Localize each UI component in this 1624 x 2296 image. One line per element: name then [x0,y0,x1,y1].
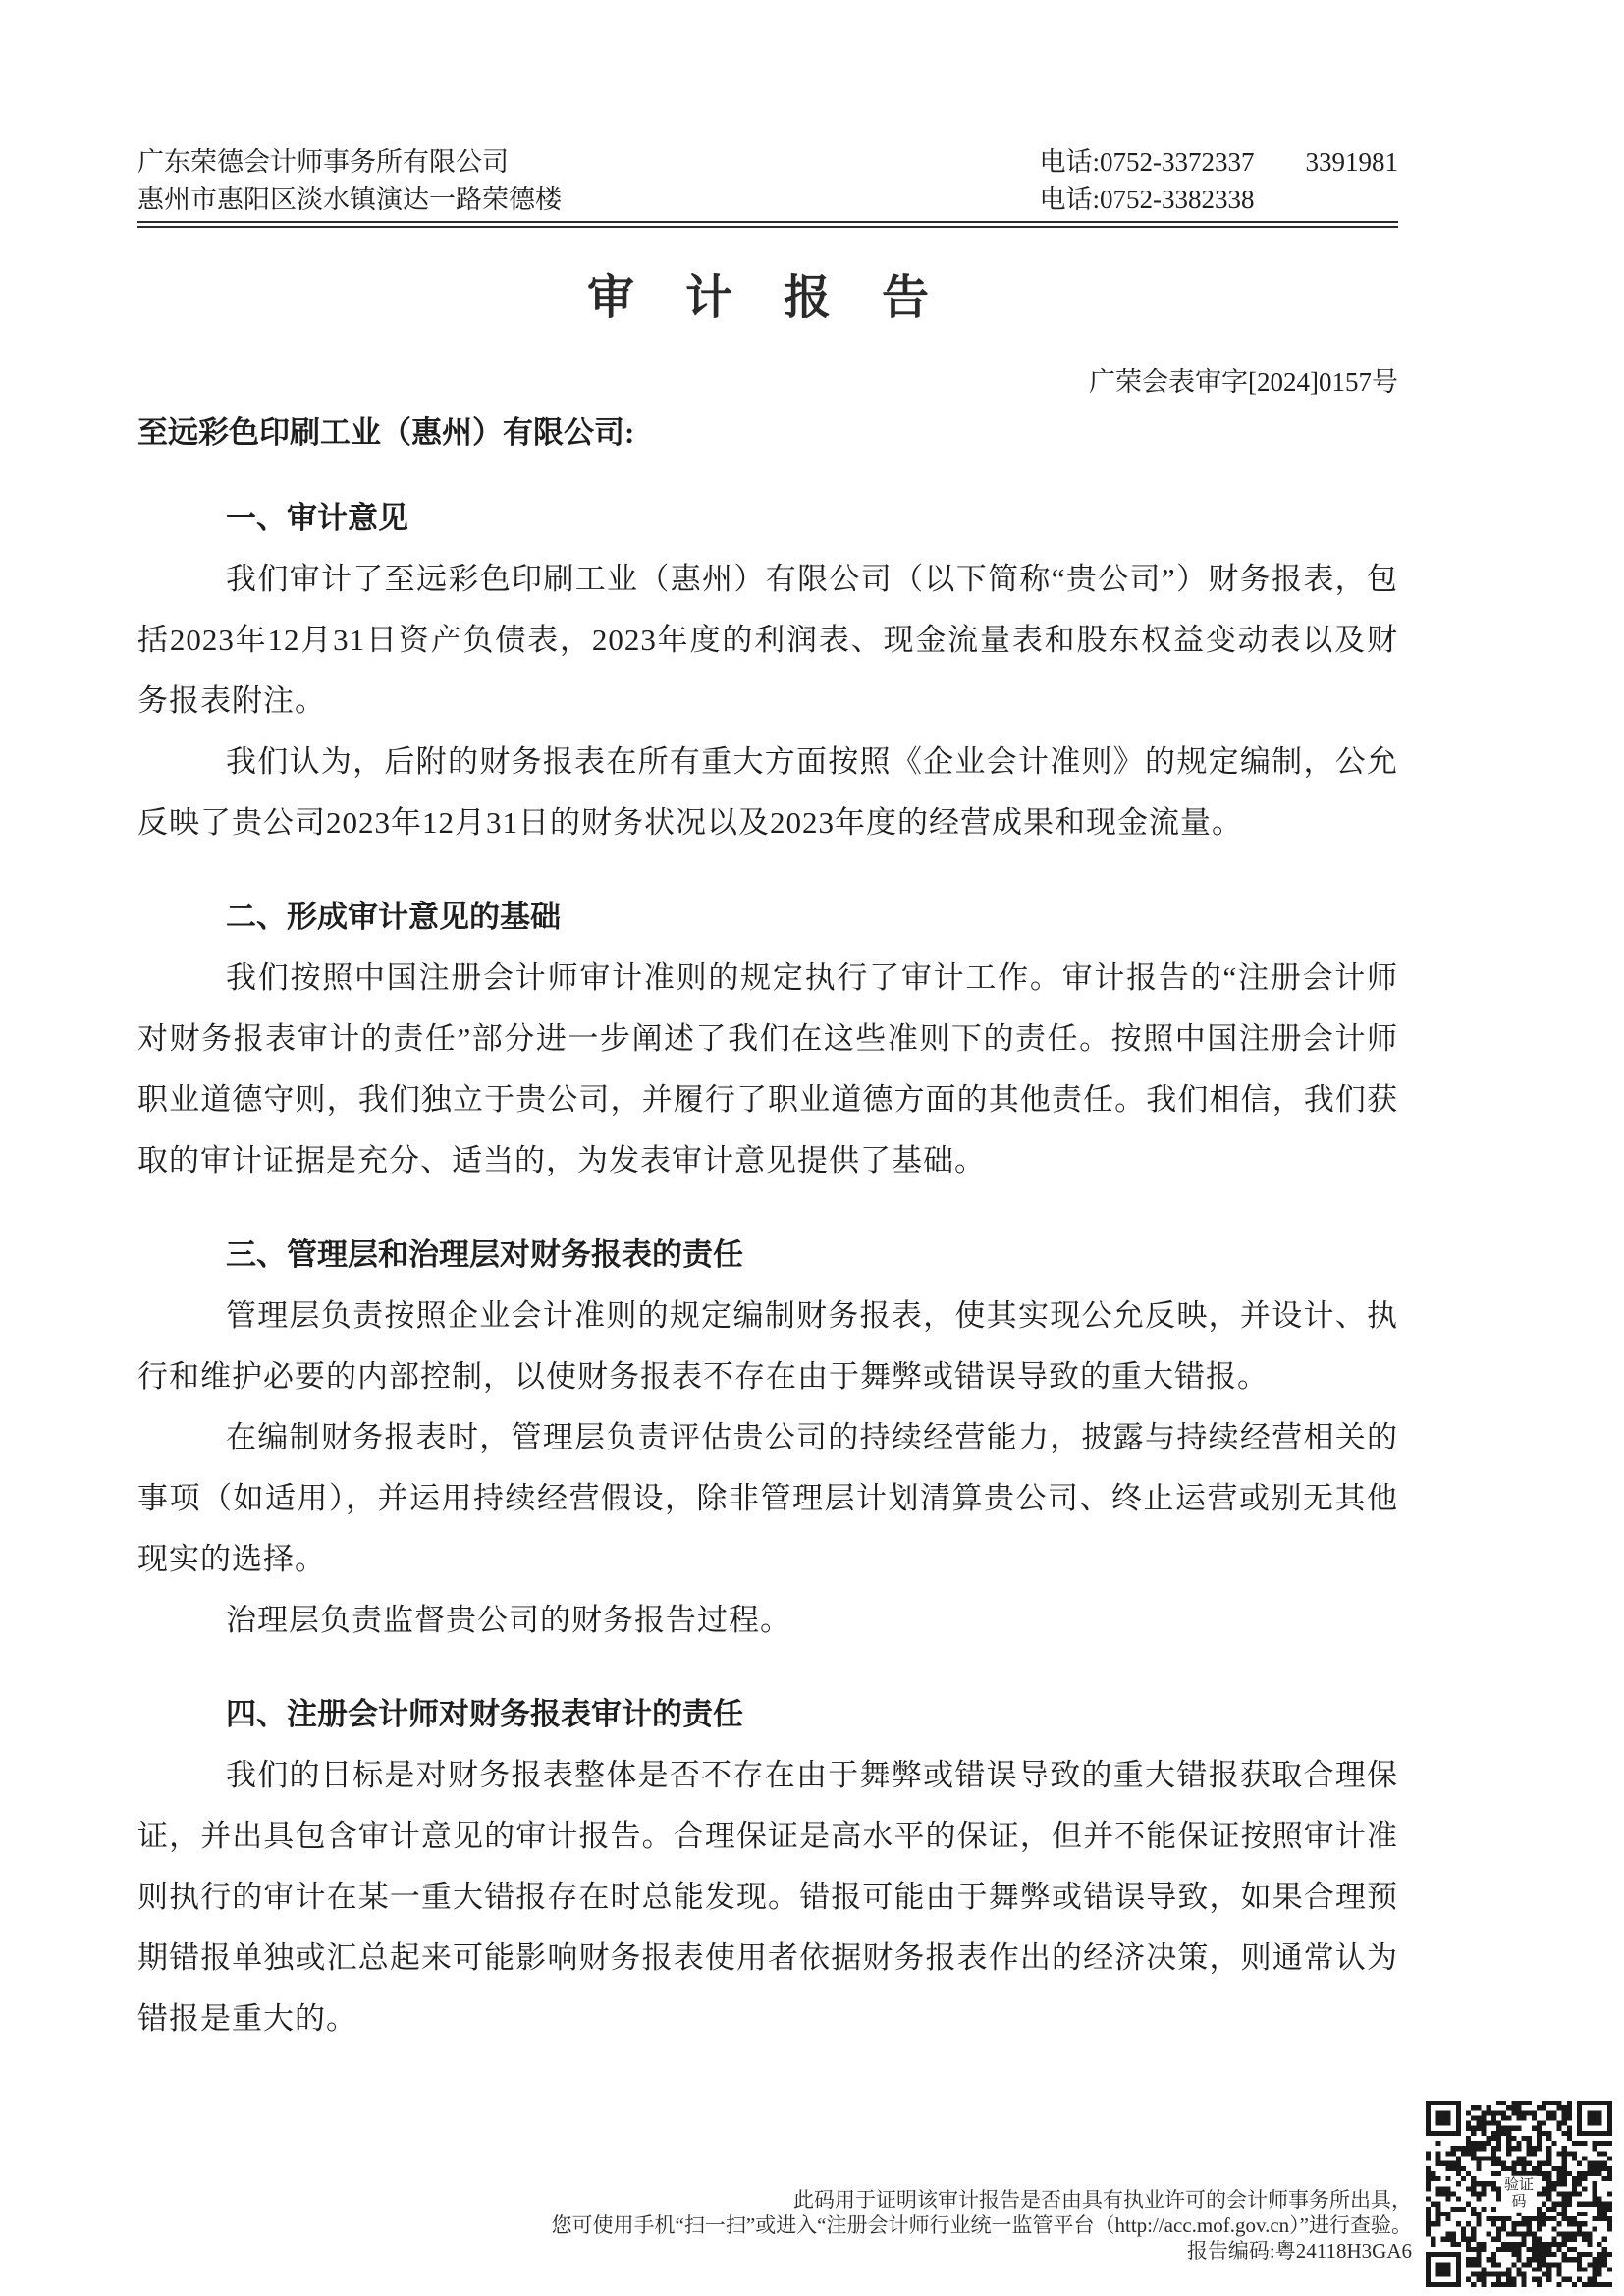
letterhead-divider [137,221,1398,228]
reference-number: 广荣会表审字[2024]0157号 [1089,367,1398,397]
section-heading-management-responsibility: 三、管理层和治理层对财务报表的责任 [226,1237,743,1272]
firm-address: 惠州市惠阳区淡水镇演达一路荣德楼 [137,185,562,214]
report-title: 审 计 报 告 [586,272,948,324]
letterhead-right [1040,143,1399,218]
verification-text [552,2187,1412,2287]
phone-line-1 [1040,143,1399,181]
addressee: 至远彩色印刷工业（惠州）有限公司: [137,415,635,450]
letterhead [137,143,1398,218]
section-heading-audit-opinion: 一、审计意见 [226,501,408,535]
firm-name: 广东荣德会计师事务所有限公司 [137,147,509,177]
verification-footer [137,2101,1612,2287]
qr-center-label: 验证码 [1501,2176,1537,2213]
verification-qr-code [1426,2101,1612,2287]
verification-line-1: 此码用于证明该审计报告是否由具有执业许可的会计师事务所出具， [793,2188,1412,2212]
paragraph: 管理层负责按照企业会计准则的规定编制财务报表，使其实现公允反映，并设计、执行和维护必要的内部控制，以使财务报表不存在由于舞弊或错误导致的重大错报。 [137,1298,1398,1394]
paragraph: 我们认为，后附的财务报表在所有重大方面按照《企业会计准则》的规定编制，公允反映了贵公司2023年12月31日的财务状况以及2023年度的经营成果和现金流量。 [137,744,1398,840]
phone-line-2: 电话:0752-3382338 [1039,185,1255,214]
section-heading-basis-for-opinion: 二、形成审计意见的基础 [226,900,561,934]
report-code: 报告编码:粤24118H3GA6 [1186,2239,1412,2263]
phone-number-1b: 3391981 [1305,147,1398,177]
paragraph: 我们审计了至远彩色印刷工业（惠州）有限公司（以下简称“贵公司”）财务报表，包括2023年12月31日资产负债表，2023年度的利润表、现金流量表和股东权益变动表以及财务报表附注。 [137,562,1398,718]
verification-line-2: 您可使用手机“扫一扫”或进入“注册会计师行业统一监管平台（http://acc.mof.gov.cn）”进行查验。 [551,2214,1412,2237]
paragraph: 我们的目标是对财务报表整体是否不存在由于舞弊或错误导致的重大错报获取合理保证，并出具包含审计意见的审计报告。合理保证是高水平的保证，但并不能保证按照审计准则执行的审计在某一重大错报存在时总能发现。错报可能由于舞弊或错误导致，如果合理预期错报单独或汇总起来可能影响财务报表使用者依据财务报表作出的经济决策，则通常认为错报是重大的。 [137,1758,1398,2036]
section-heading-auditor-responsibility: 四、注册会计师对财务报表审计的责任 [226,1697,743,1731]
paragraph: 治理层负责监督贵公司的财务报告过程。 [226,1603,791,1637]
paragraph: 在编制财务报表时，管理层负责评估贵公司的持续经营能力，披露与持续经营相关的事项（如适用），并运用持续经营假设，除非管理层计划清算贵公司、终止运营或别无其他现实的选择。 [137,1420,1398,1576]
paragraph: 我们按照中国注册会计师审计准则的规定执行了审计工作。审计报告的“注册会计师对财务报表审计的责任”部分进一步阐述了我们在这些准则下的责任。按照中国注册会计师职业道德守则，我们独立于贵公司，并履行了职业道德方面的其他责任。我们相信，我们获取的审计证据是充分、适当的，为发表审计意见提供了基础。 [137,960,1398,1177]
phone-number-1: 电话:0752-3372337 [1039,147,1255,177]
letterhead-left [137,143,562,218]
